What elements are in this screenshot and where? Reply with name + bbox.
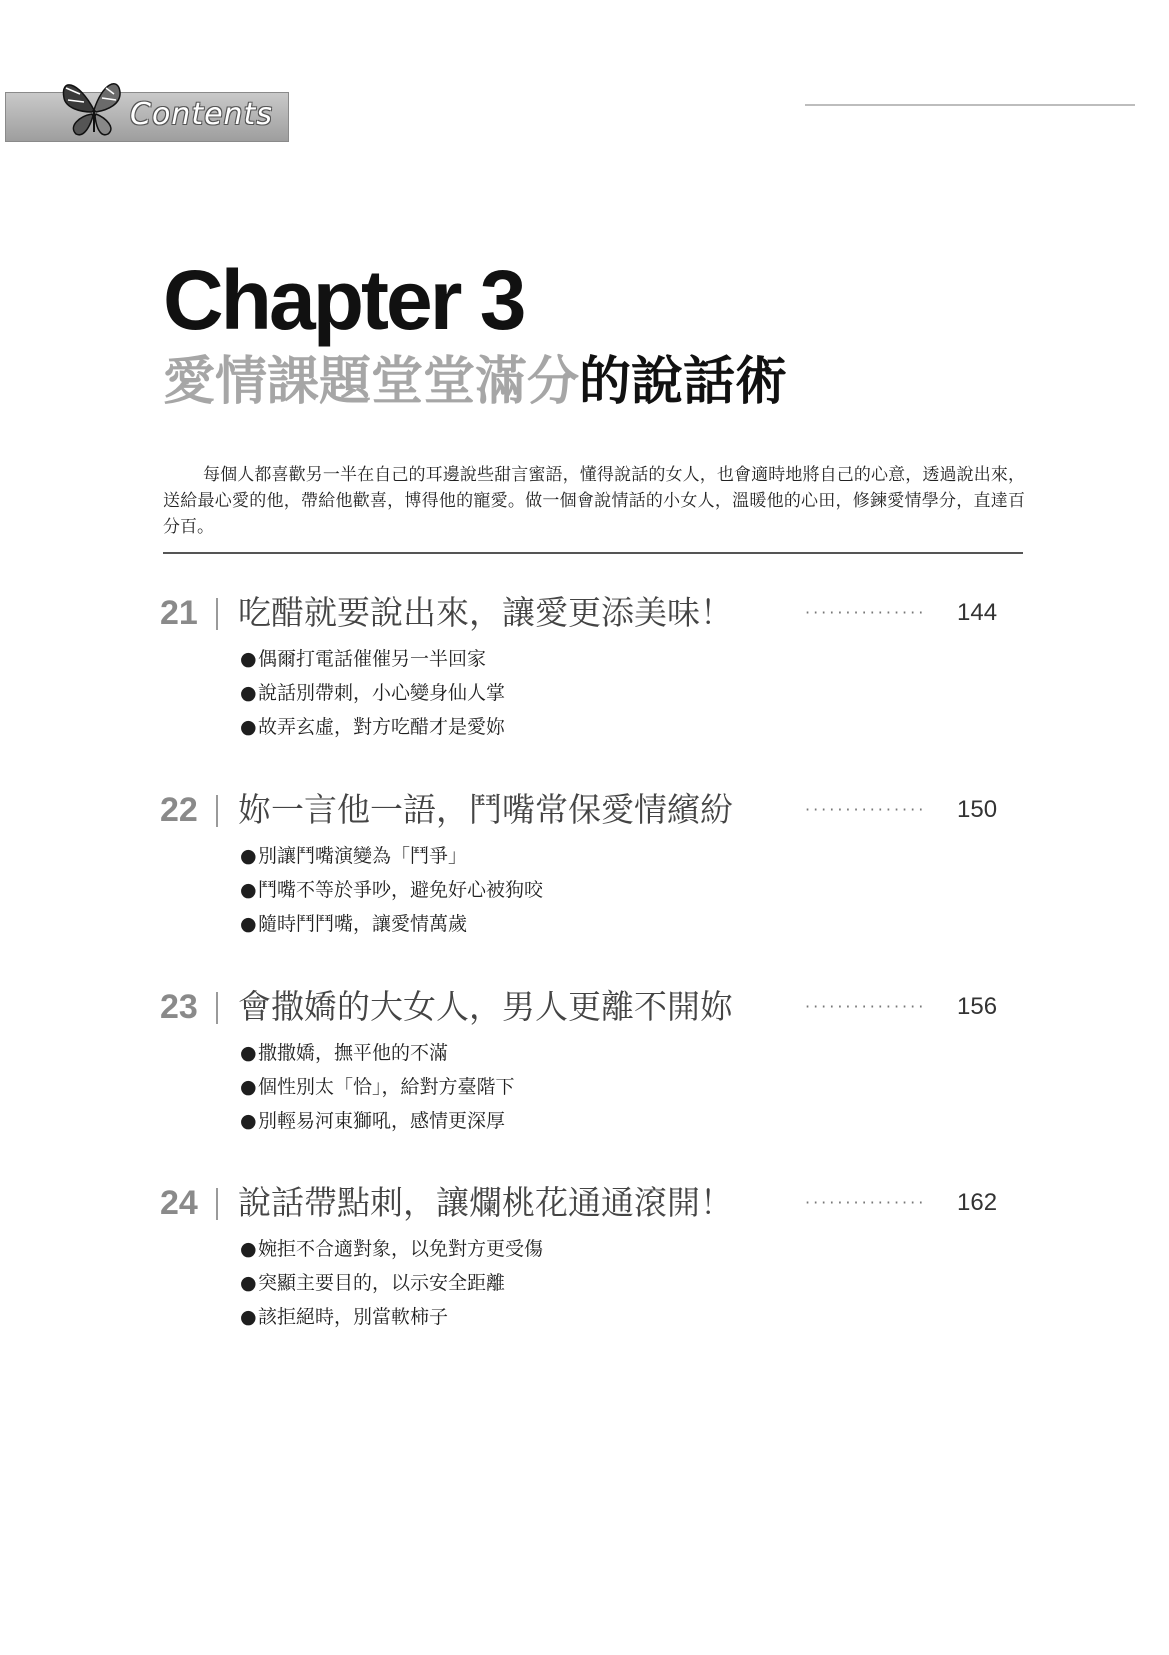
subtopic-text: 撒撒嬌，撫平他的不滿	[258, 1042, 449, 1064]
page-number: 150	[957, 796, 998, 823]
subtopic-text: 故弄玄虛，對方吃醋才是愛妳	[258, 716, 506, 738]
bullet-icon: ●	[240, 716, 257, 738]
list-item	[240, 1036, 1030, 1070]
dot-leader: ···············	[805, 603, 927, 622]
chapter-intro: 每個人都喜歡另一半在自己的耳邊說些甜言蜜語，懂得說話的女人，也會適時地將自己的心意，透過說出來，送給最心愛的他，帶給他歡喜，博得他的寵愛。做一個會說情話的小女人，溫暖他的心田，修鍊愛情學分，直達百分百。	[163, 465, 1025, 537]
bullet-icon: ●	[240, 845, 257, 867]
subtopic-list	[240, 1232, 1030, 1334]
section-title: 說話帶點刺，讓爛桃花通通滾開！	[238, 1183, 733, 1222]
intro-divider	[163, 552, 1023, 554]
bullet-icon: ●	[240, 1306, 257, 1328]
section-title: 妳一言他一語，鬥嘴常保愛情繽紛	[238, 790, 733, 829]
page-number: 156	[957, 993, 998, 1020]
bullet-icon: ●	[240, 879, 257, 901]
bullet-icon: ●	[240, 1042, 257, 1064]
section-separator	[216, 992, 218, 1024]
list-item	[240, 1232, 1030, 1266]
bullet-icon: ●	[240, 1076, 257, 1098]
subtopic-text: 該拒絕時，別當軟柿子	[258, 1306, 449, 1328]
list-item	[240, 642, 1030, 676]
list-item	[240, 873, 1030, 907]
bullet-icon: ●	[240, 1272, 257, 1294]
section-number: 24	[160, 1184, 198, 1222]
toc-section-23	[160, 984, 1030, 1204]
section-separator	[216, 1188, 218, 1220]
list-item	[240, 676, 1030, 710]
section-separator	[216, 598, 218, 630]
section-number: 22	[160, 791, 198, 829]
header-rule	[805, 104, 1135, 106]
subtopic-list	[240, 1036, 1030, 1138]
toc-section-21	[160, 590, 1030, 810]
subtopic-text: 說話別帶刺，小心變身仙人掌	[258, 682, 506, 704]
subtopic-text: 突顯主要目的，以示安全距離	[258, 1272, 506, 1294]
section-number: 23	[160, 988, 198, 1026]
subtopic-text: 婉拒不合適對象，以免對方更受傷	[258, 1238, 544, 1260]
dot-leader: ···············	[805, 1193, 927, 1212]
subtopic-text: 偶爾打電話催催另一半回家	[258, 648, 487, 670]
dot-leader: ···············	[805, 800, 927, 819]
subtopic-text: 別輕易河東獅吼，感情更深厚	[258, 1110, 506, 1132]
list-item	[240, 1300, 1030, 1334]
subtitle-grey-part: 愛情課題堂堂滿分	[163, 352, 580, 412]
page-number: 162	[957, 1189, 998, 1216]
subtopic-text: 個性別太「恰」，給對方臺階下	[258, 1076, 515, 1098]
butterfly-icon	[58, 70, 130, 140]
page-number: 144	[957, 599, 998, 626]
subtopic-list	[240, 839, 1030, 941]
list-item	[240, 1070, 1030, 1104]
section-heading[interactable]	[160, 590, 1030, 636]
dot-leader: ···············	[805, 997, 927, 1016]
bullet-icon: ●	[240, 1238, 257, 1260]
list-item	[240, 839, 1030, 873]
subtopic-text: 隨時鬥鬥嘴，讓愛情萬歲	[258, 913, 468, 935]
section-heading[interactable]	[160, 787, 1030, 833]
list-item	[240, 710, 1030, 744]
section-number: 21	[160, 594, 198, 632]
list-item	[240, 1104, 1030, 1138]
bullet-icon: ●	[240, 682, 257, 704]
subtopic-list	[240, 642, 1030, 744]
section-title: 吃醋就要說出來，讓愛更添美味！	[238, 593, 733, 632]
list-item	[240, 1266, 1030, 1300]
list-item	[240, 907, 1030, 941]
chapter-subtitle	[163, 352, 788, 412]
bullet-icon: ●	[240, 648, 257, 670]
bullet-icon: ●	[240, 1110, 257, 1132]
section-heading[interactable]	[160, 984, 1030, 1030]
toc-section-24	[160, 1180, 1030, 1400]
subtopic-text: 別讓鬥嘴演變為「鬥爭」	[258, 845, 468, 867]
bullet-icon: ●	[240, 913, 257, 935]
section-title: 會撒嬌的大女人，男人更離不開妳	[238, 987, 733, 1026]
section-heading[interactable]	[160, 1180, 1030, 1226]
subtitle-dark-part: 的說話術	[579, 352, 788, 412]
chapter-title: Chapter 3	[163, 253, 524, 347]
toc-section-22	[160, 787, 1030, 1007]
section-separator	[216, 795, 218, 827]
contents-label: Contents	[130, 97, 273, 132]
subtopic-text: 鬥嘴不等於爭吵，避免好心被狗咬	[258, 879, 544, 901]
